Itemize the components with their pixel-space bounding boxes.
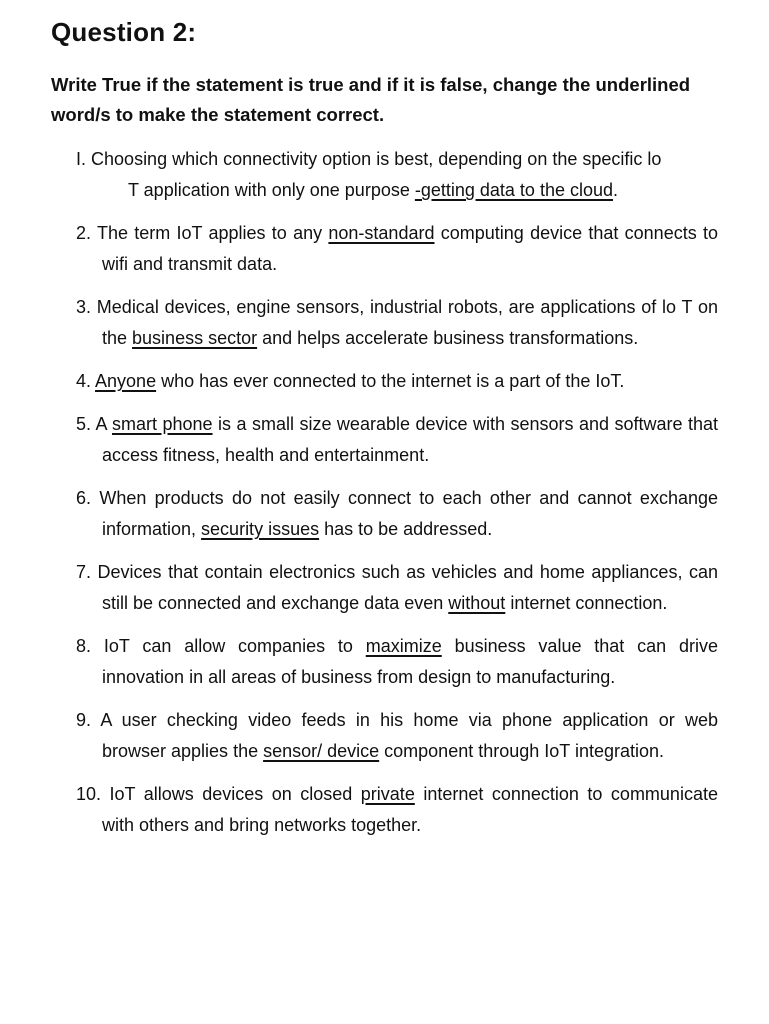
statement-number: 9. (76, 710, 92, 730)
underlined-word: without (448, 593, 506, 613)
statement-item-6 (76, 483, 718, 545)
statement-number: 10. (76, 784, 102, 804)
statement-item-7 (76, 557, 718, 619)
underlined-word: Anyone (95, 371, 157, 391)
statement-number: 5. (76, 414, 92, 434)
statement-text-after: computing device that connects to wifi and transmit data. (102, 223, 718, 274)
statement-text: Medical devices, engine sensors, industrial robots, are applications of lo T on the (96, 297, 718, 348)
statement-text: IoT allows devices on closed (109, 784, 361, 804)
question-instructions: Write True if the statement is true and if it is false, change the underlined word/s to make the statement correct. (51, 74, 691, 125)
statement-text: A user checking video feeds in his home via phone application or web browser applies the (100, 710, 719, 761)
statement-text: When products do not easily connect to each other and cannot exchange information, (99, 488, 718, 539)
statement-text: The term IoT applies to any (96, 223, 329, 243)
statement-text-after: has to be addressed. (319, 519, 493, 539)
underlined-word: smart phone (112, 414, 213, 434)
underlined-word: sensor/ device (263, 741, 380, 761)
statement-number: 3. (76, 297, 92, 317)
statement-text-after: business value that can drive innovation in all areas of business from design to manufacturing. (102, 636, 718, 687)
statement-text-after: internet connection to communicate with others and bring networks together. (102, 784, 718, 835)
statement-item-3 (76, 292, 718, 354)
underlined-word: -getting data to the cloud (414, 180, 613, 200)
statement-item-4 (76, 366, 718, 397)
statement-number: 4. (76, 371, 92, 391)
statement-number: 8. (76, 636, 92, 656)
underlined-word: private (360, 784, 415, 804)
statement-item-5 (76, 409, 718, 471)
statement-text-after: and helps accelerate business transformations. (257, 328, 639, 348)
underlined-word: business sector (132, 328, 258, 348)
statement-item-8 (76, 631, 718, 693)
statement-text-after: is a small size wearable device with sensors and software that access fitness, health and entertainment. (102, 414, 718, 465)
statement-number: 7. (76, 562, 92, 582)
statement-item-1 (76, 144, 718, 206)
underlined-word: security issues (201, 519, 320, 539)
underlined-word: maximize (365, 636, 442, 656)
statement-item-10 (76, 779, 718, 841)
statement-text: A (95, 414, 112, 434)
statement-number: I. (76, 149, 87, 169)
underlined-word: non-standard (328, 223, 435, 243)
statement-item-9 (76, 705, 718, 767)
statement-text-after: who has ever connected to the internet is a part of the IoT. (156, 371, 625, 391)
statement-text-after: internet connection. (505, 593, 668, 613)
statement-item-2 (76, 218, 718, 280)
statement-number: 6. (76, 488, 92, 508)
statement-text-after: component through IoT integration. (379, 741, 665, 761)
statement-text: Choosing which connectivity option is best, depending on the specific lo (91, 149, 662, 169)
statement-number: 2. (76, 223, 92, 243)
statement-text-continued: T application with only one purpose (128, 180, 415, 200)
question-title: Question 2: (51, 17, 197, 47)
statement-text: IoT can allow companies to (103, 636, 366, 656)
statement-text: Devices that contain electronics such as vehicles and home appliances, can still be connected and exchange data even (97, 562, 718, 613)
statement-text-after: . (613, 180, 619, 200)
statement-list (76, 144, 718, 853)
